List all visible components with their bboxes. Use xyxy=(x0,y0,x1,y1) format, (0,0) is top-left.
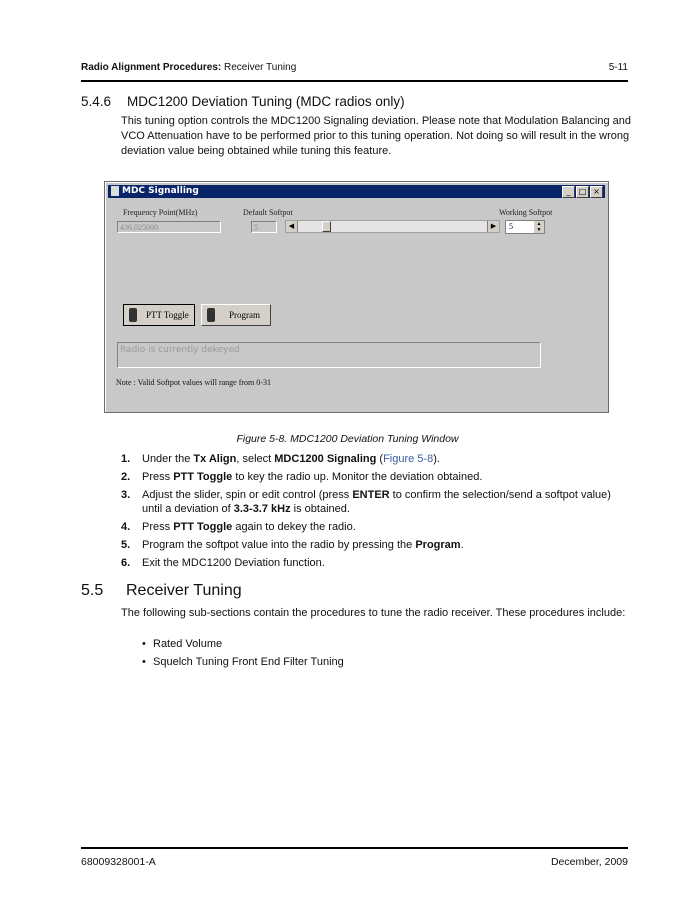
program-label: Program xyxy=(229,310,260,320)
slider-thumb[interactable] xyxy=(322,221,331,232)
step-text: Under the xyxy=(142,453,194,465)
close-button[interactable]: × xyxy=(590,186,603,198)
footer-rule xyxy=(81,847,628,849)
step-text: Press xyxy=(142,521,174,533)
window-title: MDC Signalling xyxy=(122,186,199,196)
ptt-toggle-label: PTT Toggle xyxy=(146,310,189,320)
list-item xyxy=(121,556,633,570)
step-bold: PTT Toggle xyxy=(173,521,233,533)
working-softpot-label: Working Softpot xyxy=(499,208,553,217)
step-number: 4. xyxy=(121,521,131,533)
step-number: 2. xyxy=(121,471,131,483)
step-text: Adjust the slider, spin or edit control (press xyxy=(142,489,353,501)
step-text: to key the radio up. Monitor the deviation obtained. xyxy=(232,471,483,483)
step-bold: PTT Toggle xyxy=(173,471,233,483)
section-55-heading xyxy=(81,582,242,600)
app-icon xyxy=(111,186,119,196)
step-number: 6. xyxy=(121,557,131,569)
step-bold: 3.3-3.7 kHz xyxy=(233,503,291,515)
program-button[interactable] xyxy=(201,304,271,326)
bullet-text: Rated Volume xyxy=(153,638,223,650)
header-page-number: 5-11 xyxy=(608,62,628,73)
step-text: again to dekey the radio. xyxy=(232,521,356,533)
slider-right-arrow[interactable]: ▶ xyxy=(487,221,499,232)
window-titlebar xyxy=(108,185,605,198)
step-bold: Program xyxy=(415,539,461,551)
footer-doc-number: 68009328001-A xyxy=(81,856,156,868)
mdc-signalling-window xyxy=(104,181,609,413)
step-text: ( xyxy=(376,453,384,465)
section-546-paragraph: This tuning option controls the MDC1200 Signaling deviation. Please note that Modulation Balancing and VCO Attenuation have to be performed prior to this tuning operation. Not doing so will result in the wrong deviation value being obtained while tuning this feature. xyxy=(121,115,631,157)
section-546-number: 5.4.6 xyxy=(81,94,112,109)
radio-icon xyxy=(129,308,137,322)
maximize-button[interactable]: □ xyxy=(576,186,589,198)
step-text: ). xyxy=(433,453,440,465)
list-item xyxy=(121,452,633,466)
section-546-heading xyxy=(81,94,405,109)
spin-up-icon[interactable]: ▲ xyxy=(534,221,544,227)
section-546-title: MDC1200 Deviation Tuning (MDC radios only) xyxy=(127,94,405,109)
header-section-title: Radio Alignment Procedures: xyxy=(81,62,222,73)
step-number: 5. xyxy=(121,539,131,551)
bullet-icon: • xyxy=(142,656,146,668)
header-section-subtitle: Receiver Tuning xyxy=(224,62,297,73)
default-softpot-field: 5 xyxy=(251,221,277,233)
softpot-slider[interactable] xyxy=(285,220,500,233)
list-item xyxy=(121,488,633,516)
default-softpot-label: Default Softpot xyxy=(243,208,293,217)
list-item xyxy=(121,538,633,552)
step-bold: MDC1200 Signaling xyxy=(274,453,377,465)
minimize-button[interactable]: _ xyxy=(562,186,575,198)
working-softpot-spinner[interactable] xyxy=(505,220,545,234)
spin-down-icon[interactable]: ▼ xyxy=(534,227,544,233)
slider-left-arrow[interactable]: ◀ xyxy=(286,221,298,232)
step-number: 1. xyxy=(121,453,131,465)
window-controls xyxy=(561,186,603,199)
steps-list xyxy=(121,452,633,574)
section-55-number: 5.5 xyxy=(81,582,104,599)
ptt-toggle-button[interactable] xyxy=(123,304,195,326)
step-bold: ENTER xyxy=(352,489,390,501)
frequency-label: Frequency Point(MHz) xyxy=(123,208,198,217)
bullet-text: Squelch Tuning Front End Filter Tuning xyxy=(153,656,344,668)
step-text: to confirm the selection/send a softpot value) until a deviation of xyxy=(142,489,611,515)
step-bold: Tx Align xyxy=(193,453,237,465)
radio-icon xyxy=(207,308,215,322)
list-item xyxy=(121,520,633,534)
figure-caption: Figure 5-8. MDC1200 Deviation Tuning Window xyxy=(236,433,459,445)
softpot-note: Note : Valid Softpot values will range from 0-31 xyxy=(116,378,271,387)
frequency-field: 436.025000 xyxy=(117,221,221,233)
step-text: Program the softpot value into the radio by pressing the xyxy=(142,539,416,551)
section-55-title: Receiver Tuning xyxy=(126,582,242,599)
status-box: Radio is currently dekeyed xyxy=(117,342,541,368)
bullet-icon: • xyxy=(142,638,146,650)
step-text: is obtained. xyxy=(290,503,350,515)
section-55-paragraph: The following sub-sections contain the procedures to tune the radio receiver. These procedures include: xyxy=(121,607,626,619)
step-text: Exit the MDC1200 Deviation function. xyxy=(142,557,325,569)
page-header xyxy=(81,62,628,73)
step-text: , select xyxy=(236,453,275,465)
footer-date: December, 2009 xyxy=(550,856,628,868)
figure-link[interactable]: Figure 5-8 xyxy=(383,453,434,465)
step-text: . xyxy=(460,539,464,551)
header-rule xyxy=(81,80,628,82)
working-softpot-value[interactable]: 5 xyxy=(509,222,513,231)
list-item xyxy=(121,470,633,484)
page-footer xyxy=(81,856,628,868)
step-text: Press xyxy=(142,471,174,483)
step-number: 3. xyxy=(121,489,131,501)
